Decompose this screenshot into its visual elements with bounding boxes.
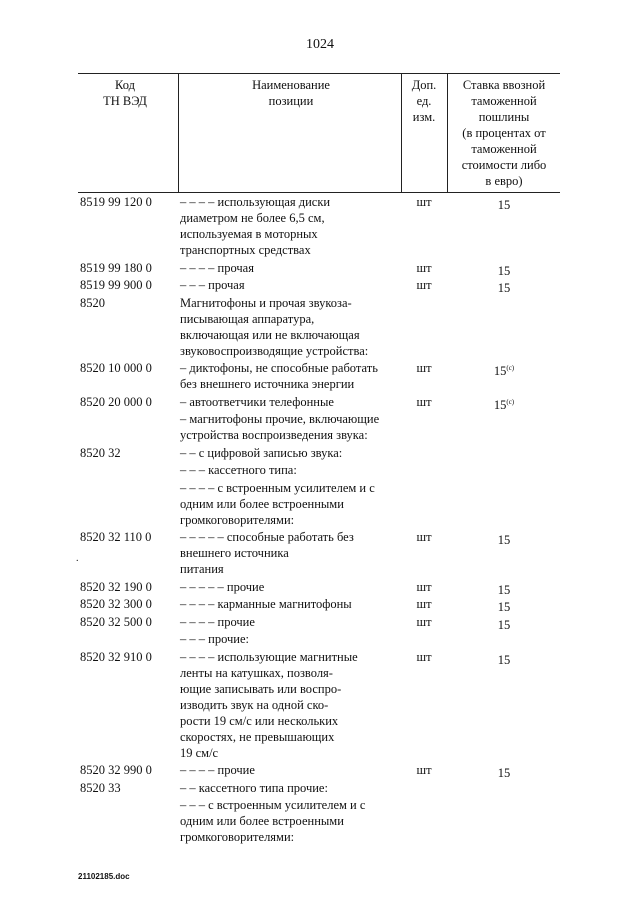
duty-rate-value: 15 <box>493 397 507 412</box>
unit-of-measure: шт <box>416 530 432 544</box>
duty-rate-value: 15 <box>497 582 511 597</box>
item-description: – магнитофоны прочие, включающие устройства воспроизведения звука: <box>180 412 380 442</box>
tnved-code: 8520 <box>80 295 105 310</box>
item-description: Магнитофоны и прочая звукоза- писывающая аппаратура, включающая или не включающая звуковоспроизводящие устройства: <box>180 295 369 358</box>
tnved-code: 8520 32 <box>80 445 121 460</box>
duty-rate-value: 15 <box>497 281 511 295</box>
unit-of-measure: шт <box>416 260 432 275</box>
duty-rate-value: 15 <box>497 198 511 212</box>
header-name: Наименование позиции <box>252 78 330 108</box>
table-row <box>0 194 640 258</box>
item-description: – диктофоны, не способные работать без внешнего источника энергии <box>180 361 378 391</box>
table-row <box>0 480 640 528</box>
table-row <box>0 579 640 595</box>
page-number: 1024 <box>306 37 334 52</box>
item-description: – – – кассетного типа: <box>180 463 297 477</box>
duty-rate-value: 15 <box>497 617 511 632</box>
tnved-code: 8520 32 300 0 <box>80 597 152 611</box>
item-description: – – – прочая <box>180 278 245 292</box>
tnved-code: 8520 10 000 0 <box>80 361 152 375</box>
duty-rate <box>448 614 560 633</box>
duty-rate-value: 15 <box>497 533 511 547</box>
item-description: – автоответчики телефонные <box>180 394 334 409</box>
tnved-code: 8520 32 500 0 <box>80 614 152 629</box>
tnved-code: 8519 99 900 0 <box>80 278 152 292</box>
header-rate: Ставка ввозной таможенной пошлины (в процентах от таможенной стоимости либо в евро) <box>461 78 547 188</box>
tnved-code: 8519 99 120 0 <box>80 195 152 209</box>
duty-rate <box>448 260 560 279</box>
duty-rate-value: 15 <box>497 652 511 667</box>
item-description: – – – – прочие <box>180 763 255 777</box>
tnved-code: 8520 32 990 0 <box>80 763 152 777</box>
table-row <box>0 445 640 461</box>
tnved-code: 8520 20 000 0 <box>80 394 152 409</box>
item-description: – – – – – прочие <box>180 579 265 594</box>
tnved-code: 8520 32 190 0 <box>80 579 152 594</box>
tariff-table-body <box>0 194 640 847</box>
item-description: – – – – использующие магнитные ленты на катушках, позволя- ющие записывать или воспро- изводить звук на одной ско- рости 19 см/с или нескольких скоростях, не превышающих 19 см/с <box>180 649 358 760</box>
unit-of-measure: шт <box>416 361 432 375</box>
item-description: – – – – – способные работать без внешнего источника питания <box>180 530 354 576</box>
duty-rate-value: 15 <box>497 600 511 614</box>
table-row <box>0 462 640 478</box>
table-row <box>0 260 640 276</box>
table-row <box>0 360 640 392</box>
duty-rate <box>448 277 560 296</box>
stray-mark: . <box>76 553 79 564</box>
tnved-code: 8520 33 <box>80 780 121 795</box>
table-row <box>0 277 640 293</box>
item-description: – – с цифровой записью звука: <box>180 445 343 460</box>
unit-of-measure: шт <box>416 579 432 594</box>
file-name-footer: 21102185.doc <box>78 872 130 881</box>
table-row <box>0 411 640 443</box>
tnved-code: 8519 99 180 0 <box>80 260 152 275</box>
unit-of-measure: шт <box>416 394 432 409</box>
item-description: – – – – использующая диски диаметром не более 6,5 см, используемая в моторных транспортных средствах <box>180 195 331 257</box>
duty-rate <box>448 360 560 379</box>
unit-of-measure: шт <box>416 195 432 209</box>
duty-rate <box>448 579 560 598</box>
item-description: – – – – с встроенным усилителем и с одним или более встроенными громкоговорителями: <box>180 480 375 527</box>
table-row <box>0 614 640 630</box>
unit-of-measure: шт <box>416 649 432 664</box>
table-row <box>0 529 640 577</box>
item-description: – – кассетного типа прочие: <box>180 780 328 795</box>
unit-of-measure: шт <box>416 614 432 629</box>
table-row <box>0 631 640 647</box>
item-description: – – – – прочая <box>180 260 254 275</box>
table-row <box>0 394 640 410</box>
duty-rate-value: 15 <box>497 263 511 278</box>
duty-rate <box>448 194 560 213</box>
duty-rate-footnote: (с) <box>506 364 515 372</box>
header-code: Код ТН ВЭД <box>103 78 147 108</box>
unit-of-measure: шт <box>416 278 432 292</box>
duty-rate-value: 15 <box>493 364 507 378</box>
header-unit: Доп. ед. изм. <box>411 78 437 124</box>
table-row <box>0 295 640 359</box>
header-bottom-rule <box>78 192 560 193</box>
item-description: – – – прочие: <box>180 632 249 646</box>
duty-rate <box>448 649 560 668</box>
table-row <box>0 649 640 761</box>
table-row <box>0 762 640 778</box>
tnved-code: 8520 32 110 0 <box>80 530 152 544</box>
unit-of-measure: шт <box>416 763 432 777</box>
tnved-code: 8520 32 910 0 <box>80 649 152 664</box>
duty-rate-footnote: (с) <box>506 397 515 406</box>
item-description: – – – – карманные магнитофоны <box>180 597 352 611</box>
duty-rate-value: 15 <box>497 766 511 780</box>
table-row <box>0 596 640 612</box>
table-row <box>0 780 640 796</box>
column-divider-code <box>178 73 179 192</box>
duty-rate <box>448 596 560 615</box>
duty-rate <box>448 394 560 413</box>
duty-rate <box>448 762 560 781</box>
table-row <box>0 797 640 845</box>
item-description: – – – с встроенным усилителем и с одним или более встроенными громкоговорителями: <box>180 798 366 844</box>
unit-of-measure: шт <box>416 597 432 611</box>
duty-rate <box>448 529 560 548</box>
table-top-rule <box>78 73 560 74</box>
item-description: – – – – прочие <box>180 614 255 629</box>
